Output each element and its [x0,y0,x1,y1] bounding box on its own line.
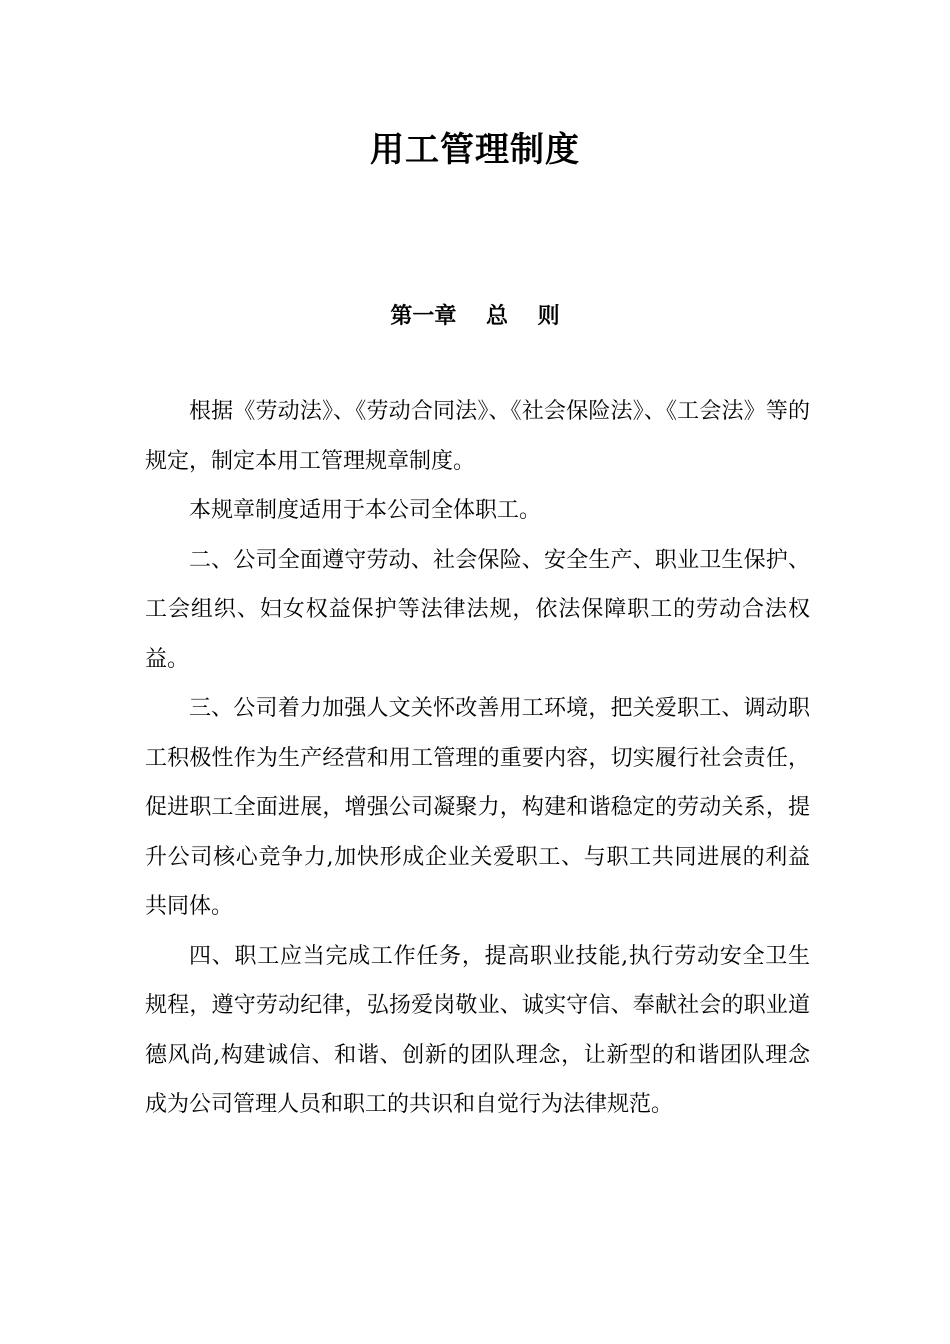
chapter-heading: 第一章 总 则 [390,303,560,329]
paragraph-article-4: 四、职工应当完成工作任务，提高职业技能,执行劳动安全卫生规程，遵守劳动纪律，弘扬爱岗敬业、诚实守信、奉献社会的职业道德风尚,构建诚信、和谐、创新的团队理念，让新型的和谐团队理念成为公司管理人员和职工的共识和自觉行为法律规范。 [145,943,810,1117]
paragraph-article-2: 二、公司全面遵守劳动、社会保险、安全生产、职业卫生保护、工会组织、妇女权益保护等法律法规，依法保障职工的劳动合法权益。 [145,547,810,672]
paragraph-scope: 本规章制度适用于本公司全体职工。 [189,498,542,523]
document-body [145,387,810,1130]
paragraph-legal-basis: 根据《劳动法》、《劳动合同法》、《社会保险法》、《工会法》等的规定，制定本用工管理规章制度。 [145,399,810,474]
paragraph-article-3: 三、公司着力加强人文关怀改善用工环境，把关爱职工、调动职工积极性作为生产经营和用工管理的重要内容，切实履行社会责任，促进职工全面进展，增强公司凝聚力，构建和谐稳定的劳动关系，提升公司核心竞争力,加快形成企业关爱职工、与职工共同进展的利益共同体。 [145,696,810,919]
document-title: 用工管理制度 [370,130,580,170]
